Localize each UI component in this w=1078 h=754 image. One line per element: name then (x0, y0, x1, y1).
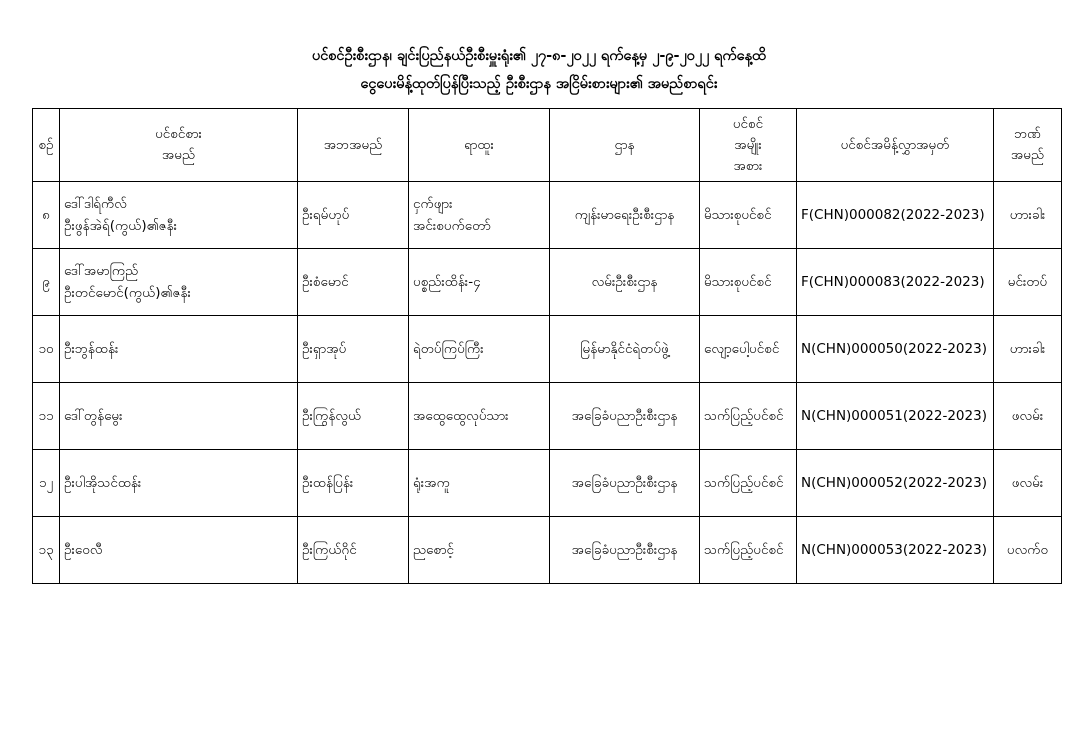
father-name: ဦးထန်ပြန်း (298, 450, 409, 517)
father-name: ဦးကြယ်ဂိုင် (298, 517, 409, 584)
pension-type: မိသားစုပင်စင် (700, 182, 797, 249)
department: အခြေခံပညာဦးစီးဌာန (550, 450, 700, 517)
order-number: N(CHN)000050(2022-2023) (797, 316, 994, 383)
rank: ငှက်ဖျား အင်းစပက်တော် (409, 182, 550, 249)
pensioner-name: ဦးဝေလီ (60, 517, 298, 584)
pension-type: သက်ပြည့်ပင်စင် (700, 517, 797, 584)
bank: ဟားခါး (994, 316, 1062, 383)
rank: ရဲတပ်ကြပ်ကြီး (409, 316, 550, 383)
header-order-number: ပင်စင်အမိန့်လွှာအမှတ် (797, 109, 994, 182)
bank: ဖလမ်း (994, 383, 1062, 450)
rank: ပစ္စည်းထိန်း-၄ (409, 249, 550, 316)
pensioner-name: ဒေါ်ဒါရ်ကီလ် ဦးဖွန်အဲရ်(ကွယ်)၏ဇနီး (60, 182, 298, 249)
table-row (33, 450, 1062, 517)
header-bank: ဘဏ် အမည် (994, 109, 1062, 182)
title-line-2: ငွေပေးမိန့်ထုတ်ပြန်ပြီးသည့် ဦးစီးဌာန အငြိမ်းစားများ၏ အမည်စာရင်း (360, 76, 718, 92)
table-row (33, 316, 1062, 383)
order-number: F(CHN)000083(2022-2023) (797, 249, 994, 316)
header-father-name: အဘအမည် (298, 109, 409, 182)
department: အခြေခံပညာဦးစီးဌာန (550, 517, 700, 584)
order-number: N(CHN)000051(2022-2023) (797, 383, 994, 450)
order-number: N(CHN)000052(2022-2023) (797, 450, 994, 517)
document-title (0, 42, 1078, 98)
row-number: ၁၂ (33, 450, 60, 517)
row-number: ၈ (33, 182, 60, 249)
pensioner-name: ဒေါ်အမာကြည် ဦးတင်မောင်(ကွယ်)၏ဇနီး (60, 249, 298, 316)
row-number: ၁၀ (33, 316, 60, 383)
header-pensioner-name: ပင်စင်စား အမည် (60, 109, 298, 182)
rank: ရုံးအကူ (409, 450, 550, 517)
title-line-1: ပင်စင်ဦးစီးဌာန၊ ချင်းပြည်နယ်ဦးစီးမှူးရုံး၏ ၂၇-၈-၂၀၂၂ ရက်နေ့မှ ၂-၉-၂၀၂၂ ရက်နေ့ထိ (311, 48, 767, 64)
header-no: စဉ် (33, 109, 60, 182)
order-number: F(CHN)000082(2022-2023) (797, 182, 994, 249)
pensioner-name: ဒေါ်တွန်မွေး (60, 383, 298, 450)
pensioner-table (32, 108, 1062, 584)
department: လမ်းဦးစီးဌာန (550, 249, 700, 316)
bank: မင်းတပ် (994, 249, 1062, 316)
pension-type: လျော့ပေါ့ပင်စင် (700, 316, 797, 383)
pensioner-name: ဦးဘွန်ထန်း (60, 316, 298, 383)
order-number: N(CHN)000053(2022-2023) (797, 517, 994, 584)
department: အခြေခံပညာဦးစီးဌာန (550, 383, 700, 450)
table-row (33, 383, 1062, 450)
father-name: ဦးရမ်ဟုပ် (298, 182, 409, 249)
row-number: ၁၁ (33, 383, 60, 450)
department: မြန်မာနိုင်ငံရဲတပ်ဖွဲ့ (550, 316, 700, 383)
father-name: ဦးစံမောင် (298, 249, 409, 316)
pensioner-name: ဦးပါအိုသင်ထန်း (60, 450, 298, 517)
father-name: ဦးကြွန်လွယ် (298, 383, 409, 450)
header-row (33, 109, 1062, 182)
bank: ဟားခါး (994, 182, 1062, 249)
bank: ပလက်ဝ (994, 517, 1062, 584)
pension-type: သက်ပြည့်ပင်စင် (700, 450, 797, 517)
department: ကျန်းမာရေးဦးစီးဌာန (550, 182, 700, 249)
pension-type: မိသားစုပင်စင် (700, 249, 797, 316)
pension-type: သက်ပြည့်ပင်စင် (700, 383, 797, 450)
table-row (33, 517, 1062, 584)
row-number: ၁၃ (33, 517, 60, 584)
bank: ဖလမ်း (994, 450, 1062, 517)
rank: ညစောင့် (409, 517, 550, 584)
table-row (33, 249, 1062, 316)
table-row (33, 182, 1062, 249)
father-name: ဦးရှာအုပ် (298, 316, 409, 383)
rank: အထွေထွေလုပ်သား (409, 383, 550, 450)
header-department: ဌာန (550, 109, 700, 182)
row-number: ၉ (33, 249, 60, 316)
header-rank: ရာထူး (409, 109, 550, 182)
header-pension-type: ပင်စင် အမျိုး အစား (700, 109, 797, 182)
